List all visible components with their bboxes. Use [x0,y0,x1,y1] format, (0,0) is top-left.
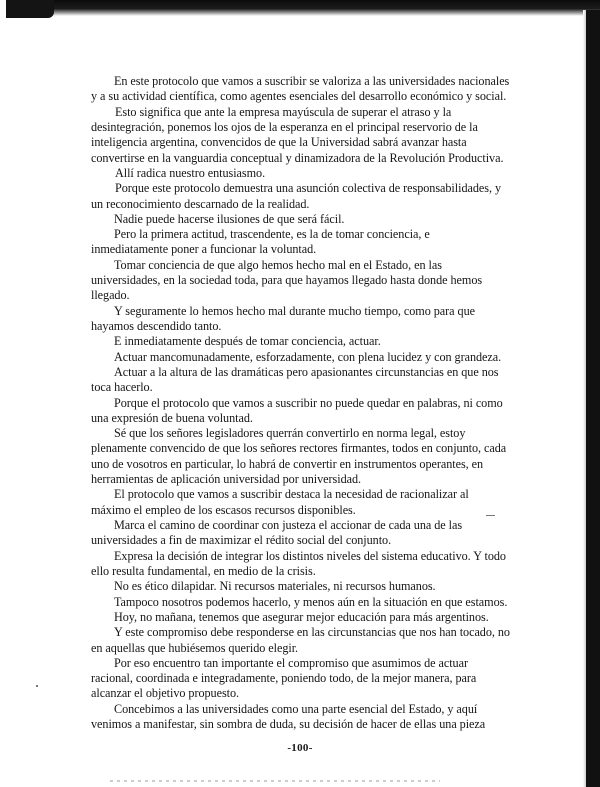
text-line: Y seguramente lo hemos hecho mal durante mucho tiempo, como para que [114,303,475,318]
text-line: herramientas de aplicación universidad por universidad. [91,472,362,486]
facing-page-edge [586,10,600,787]
page-left-margin [0,0,7,787]
text-line: inmediatamente poner a funcionar la voluntad. [91,242,317,257]
text-line: Expresa la decisión de integrar los distintos niveles del sistema educativo. Y todo [114,548,506,563]
text-line: En este protocolo que vamos a suscribir se valoriza a las universidades nacionales [114,74,510,88]
text-line: Actuar mancomunadamente, esforzadamente, con plena lucidez y con grandeza. [114,349,502,364]
scan-speck [486,515,495,516]
text-line: convertirse en la vanguardia conceptual y dinamizadora de la Revolución Productiva. [91,150,504,165]
text-line: llegado. [91,288,130,303]
text-line: toca hacerlo. [91,380,153,395]
text-line: máximo el empleo de los escasos recursos disponibles. [91,502,356,517]
text-line: Pero la primera actitud, trascendente, es la de tomar conciencia, e [114,227,430,242]
text-line: inteligencia argentina, convencidos de que la Universidad sabrá avanzar hasta [91,135,467,150]
text-line: Por eso encuentro tan importante el compromiso que asumimos de actuar [114,655,468,670]
text-line: uno de vosotros en particular, lo habrá de convertir en instrumentos operantes, en [91,456,484,471]
text-line: El protocolo que vamos a suscribir destaca la necesidad de racionalizar al [114,487,469,502]
text-line: Allí radica nuestro entusiasmo. [115,165,266,180]
text-line: Porque este protocolo demuestra una asunción colectiva de responsabilidades, y [115,181,501,196]
scan-speck [36,685,38,687]
text-line: una expresión de buena voluntad. [91,410,253,425]
text-line: hayamos descendido tanto. [91,319,222,333]
text-line: universidades a fin de maximizar el rédito social del conjunto. [91,533,392,548]
text-line: ello resulta fundamental, en medio de la crisis. [91,563,316,578]
scan-top-corner-shadow [6,0,54,18]
text-line: Hoy, no mañana, tenemos que asegurar mejor educación para más argentinos. [114,609,489,624]
text-line: un reconocimiento descarnado de la realidad. [91,196,310,211]
text-line: Nadie puede hacerse ilusiones de que será fácil. [114,211,345,226]
page-number: -100- [287,742,313,754]
text-line: No es ético dilapidar. Ni recursos materiales, ni recursos humanos. [114,579,436,594]
text-line: universidades, en la sociedad toda, para que hayamos llegado hasta donde hemos [91,273,483,287]
text-line: Concebimos a las universidades como una parte esencial del Estado, y aquí [114,701,478,716]
text-line: en aquellas que hubiésemos querido elegir. [91,640,299,655]
text-line: Marca el camino de coordinar con justeza el accionar de cada una de las [114,518,463,532]
text-line: Sé que los señores legisladores querrán convertirlo en norma legal, estoy [114,426,466,441]
text-line: y a su actividad científica, como agentes esenciales del desarrollo económico y social. [91,89,507,104]
text-line: Tampoco nosotros podemos hacerlo, y menos aún en la situación en que estamos. [114,594,508,609]
text-line: plenamente convencido de que los señores rectores firmantes, todos en conjunto, cada [91,441,507,456]
text-line: desintegración, ponemos los ojos de la esperanza en el principal reservorio de la [91,119,478,134]
text-line: Porque el protocolo que vamos a suscribir no puede quedar en palabras, ni como [114,395,503,410]
text-line: Y este compromiso debe responderse en las circunstancias que nos han tocado, no [114,625,510,640]
text-line: alcanzar el objetivo propuesto. [91,686,240,701]
text-line: venimos a manifestar, sin sombra de duda, su decisión de hacer de ellas una pieza [91,717,486,731]
text-line: Tomar conciencia de que algo hemos hecho mal en el Estado, en las [114,257,442,272]
scan-bottom-noise [110,780,440,782]
text-line: E inmediatamente después de tomar conciencia, actuar. [114,334,381,349]
text-line: Esto significa que ante la empresa mayúscula de superar el atraso y la [115,104,452,119]
scan-top-shadow [6,0,600,16]
text-line: racional, coordinada e integradamente, poniendo todo, de la mejor manera, para [91,671,477,686]
text-line: Actuar a la altura de las dramáticas pero apasionantes circunstancias en que nos [114,364,499,379]
